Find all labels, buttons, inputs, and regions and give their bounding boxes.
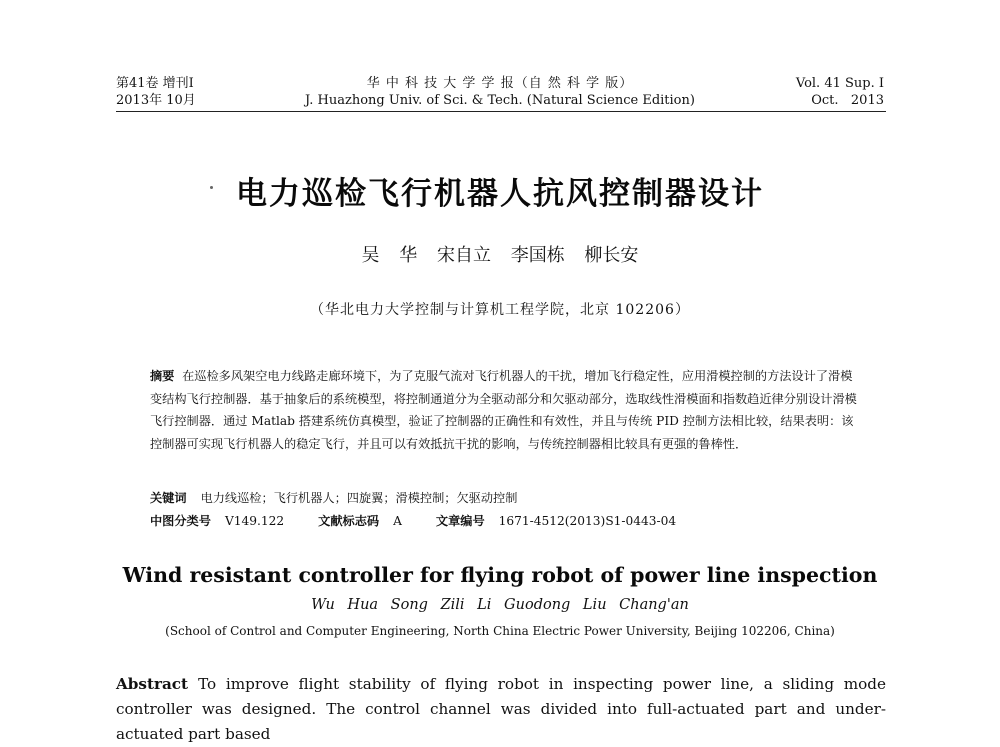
journal-name-cn: 华 中 科 技 大 学 学 报（自 然 科 学 版） [366, 76, 634, 91]
paper-title-en: Wind resistant controller for flying robot of power line inspection [122, 563, 878, 587]
header-vol-en: Vol. 41 Sup. Ⅰ [795, 76, 884, 91]
paper-title-cn: 电力巡检飞行机器人抗风控制器设计 [236, 176, 764, 212]
clc-value: V149.122 [224, 514, 285, 528]
header-date: 2013年 10月 [116, 93, 196, 108]
header-rule [116, 111, 886, 112]
article-no-label: 文章编号 [435, 514, 485, 528]
abstract-en-text: To improve flight stability of flying robot in inspecting power line, a sliding mode controller was designed. The control channel was divided into full-actuated part and under-actuated part based [116, 675, 886, 743]
header-date-en: Oct. 2013 [811, 93, 884, 108]
affiliation-en: (School of Control and Computer Engineering, North China Electric Power University, Beijing 102206, China) [165, 624, 835, 638]
doc-code-value: A [393, 514, 402, 528]
affiliation-cn: （华北电力大学控制与计算机工程学院，北京 102206） [310, 302, 690, 318]
keywords-cn-label: 关键词 [150, 491, 187, 505]
article-no-value: 1671-4512(2013)S1-0443-04 [498, 514, 677, 528]
clc-label: 中图分类号 [150, 514, 211, 528]
classification-line [150, 512, 676, 529]
journal-name-en: J. Huazhong Univ. of Sci. & Tech. (Natural Science Edition) [305, 93, 695, 108]
header-volume-issue: 第41卷 增刊Ⅰ [116, 76, 194, 91]
abstract-en [116, 672, 886, 747]
abstract-cn [150, 365, 857, 455]
abstract-cn-label: 摘要 [150, 369, 175, 383]
authors-en: Wu Hua Song Zili Li Guodong Liu Chang'an [311, 597, 689, 613]
abstract-en-label: Abstract [116, 675, 189, 693]
authors-cn: 吴 华 宋自立 李国栋 柳长安 [361, 245, 639, 266]
doc-code-label: 文献标志码 [318, 514, 380, 528]
abstract-cn-text: 在巡检多风架空电力线路走廊环境下，为了克服气流对飞行机器人的干扰，增加飞行稳定性，应用滑模控制的方法设计了滑模变结构飞行控制器．基于抽象后的系统模型，将控制通道分为全驱动部分和欠驱动部分，选取线性滑模面和指数趋近律分别设计滑模飞行控制器．通过 Matlab 搭建系统仿真模型，验证了控制器的正确性和有效性，并且与传统 PID 控制方法相比较，结果表明：该控制器可实现飞行机器人的稳定飞行，并且可以有效抵抗干扰的影响，与传统控制器相比较具有更强的鲁棒性． [150, 369, 857, 451]
keywords-cn-text: 电力线巡检；飞行机器人；四旋翼；滑模控制；欠驱动控制 [200, 491, 518, 505]
keywords-cn [150, 489, 517, 506]
